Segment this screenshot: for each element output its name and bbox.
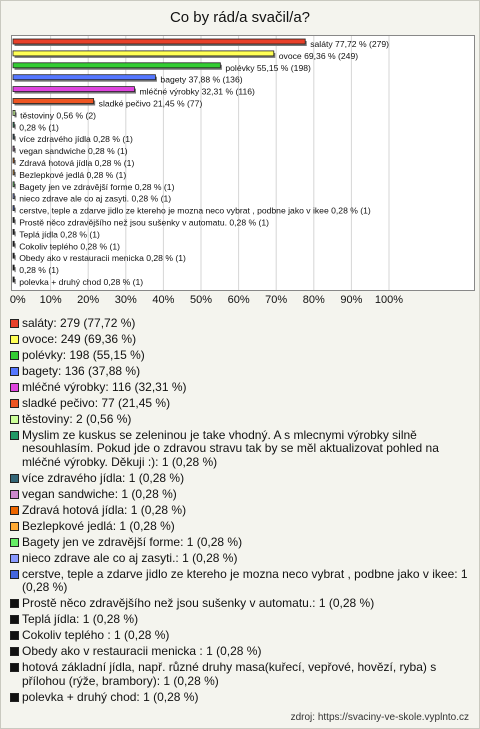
bar-label: vegan sandwiche 0,28 % (1) (19, 146, 128, 157)
legend-label: Prostě něco zdravějšího než jsou sušenky v automatu.: 1 (0,28 %) (22, 596, 375, 611)
bar (13, 158, 14, 163)
bar (13, 75, 155, 80)
bar-label: těstoviny 0,56 % (2) (20, 110, 97, 121)
legend-label: Teplá jídla: 1 (0,28 %) (22, 612, 139, 627)
bar-shadow (15, 160, 16, 165)
x-tick-label: 30% (114, 294, 137, 306)
bar-label: bagety 37,88 % (136) (160, 74, 243, 85)
chart-title: Co by rád/a svačil/a? (169, 9, 311, 26)
bar-label: více zdravého jídla 0,28 % (1) (19, 134, 133, 145)
bar-shadow (15, 148, 16, 153)
legend-item (9, 613, 471, 626)
legend-item (9, 536, 471, 549)
bar (13, 229, 14, 234)
legend-item (9, 317, 471, 330)
legend-item (9, 568, 471, 595)
bar (13, 182, 14, 187)
legend-swatch (10, 319, 19, 328)
bar-shadow (15, 172, 16, 177)
bar-label: Prostě něco zdravějšího než jsou sušenky v automatu. 0,28 % (1) (19, 217, 270, 228)
bar-label: polévky 55,15 % (198) (225, 62, 311, 73)
legend-swatch (10, 351, 19, 360)
legend-item (9, 472, 471, 485)
legend-swatch (10, 522, 19, 531)
bar (13, 253, 14, 258)
legend-label: Bezlepkové jedlá: 1 (0,28 %) (22, 518, 175, 533)
legend (9, 317, 471, 707)
legend-label: mléčné výrobky: 116 (32,31 %) (22, 380, 187, 394)
bar-label: mléčné výrobky 32,31 % (116) (139, 86, 255, 97)
bar-label: cerstve, teple a zdarve jidlo ze ktereho je mozna neco vybrat , podbne jako v ikee 0,28 % (1) (19, 205, 371, 216)
legend-swatch (10, 538, 19, 547)
legend-item (9, 629, 471, 642)
legend-swatch (10, 647, 19, 656)
legend-swatch (10, 474, 19, 483)
bar (13, 122, 14, 127)
bar-shadow (15, 220, 16, 225)
legend-item (9, 381, 471, 394)
bar-shadow (15, 136, 16, 141)
bar-shadow (15, 255, 16, 260)
bar-label: nieco zdrave ale co aj zasyti. 0,28 % (1) (19, 193, 172, 204)
bar-label: 0,28 % (1) (19, 265, 59, 276)
legend-label: Obedy ako v restauracii menicka : 1 (0,28 %) (22, 644, 262, 659)
bar (13, 63, 220, 68)
legend-item (9, 349, 471, 362)
bar (13, 194, 14, 199)
legend-item (9, 597, 471, 610)
bar-shadow (15, 208, 16, 213)
bar (13, 218, 14, 223)
x-tick-label: 10% (39, 294, 62, 306)
legend-label: těstoviny: 2 (0,56 %) (22, 412, 132, 426)
legend-label: bagety: 136 (37,88 %) (22, 364, 141, 378)
legend-item (9, 504, 471, 517)
bar-shadow (15, 279, 16, 284)
legend-swatch (10, 506, 19, 515)
bar-label: Zdravá hotová jídla 0,28 % (1) (19, 158, 135, 168)
bar-shadow (15, 267, 16, 272)
bar-shadow (15, 124, 16, 129)
legend-label: Cokoliv teplého : 1 (0,28 %) (22, 628, 170, 643)
bar-label: sladké pečivo 21,45 % (77) (98, 98, 203, 109)
bar (13, 277, 14, 282)
legend-label: nieco zdrave ale co aj zasyti.: 1 (0,28 %) (22, 550, 238, 565)
bar (13, 134, 14, 139)
bar (13, 146, 14, 151)
legend-item (9, 413, 471, 426)
bar (13, 110, 15, 115)
x-tick-label: 40% (152, 294, 175, 306)
legend-swatch (10, 490, 19, 499)
bar-label: Cokoliv teplého 0,28 % (1) (19, 241, 120, 252)
legend-swatch (10, 383, 19, 392)
legend-label: polévky: 198 (55,15 %) (22, 348, 145, 362)
legend-label: Bagety jen ve zdravější forme: 1 (0,28 %) (22, 534, 243, 549)
legend-swatch (10, 693, 19, 702)
x-tick-label: 50% (189, 294, 213, 306)
legend-label: více zdravého jídla: 1 (0,28 %) (22, 470, 185, 485)
legend-item (9, 365, 471, 378)
x-tick-label: 100% (374, 294, 404, 306)
bar-shadow (15, 196, 16, 201)
bar-label: Teplá jídla 0,28 % (1) (19, 229, 100, 240)
bar-label: 0,28 % (1) (19, 122, 59, 133)
bar-label: Bagety jen ve zdravější forme 0,28 % (1) (19, 181, 175, 192)
bar-label: polevka + druhý chod 0,28 % (1) (19, 277, 144, 287)
legend-swatch (10, 554, 19, 563)
legend-label: Zdravá hotová jídla: 1 (0,28 %) (22, 502, 187, 517)
legend-swatch (10, 615, 19, 624)
bar-shadow (15, 184, 16, 189)
legend-item (9, 661, 471, 688)
bar (13, 87, 134, 92)
legend-label: Myslim ze kuskus se zeleninou je take vhodný. A s mlecnymi výrobky silně nesouhlasím. Pokud jde o zdravou stravu tak by se měl aktualizovat pohled na mléčné výrobky. Děkuji :): 1 (0,28 %) (22, 428, 439, 469)
bar-shadow (15, 243, 16, 248)
bar (13, 241, 14, 246)
bar (13, 206, 14, 211)
legend-swatch (10, 431, 19, 440)
bar (13, 170, 14, 175)
bar (13, 39, 305, 44)
legend-item (9, 488, 471, 501)
legend-item (9, 429, 471, 469)
legend-label: vegan sandwiche: 1 (0,28 %) (22, 486, 177, 501)
legend-swatch (10, 631, 19, 640)
source-note: zdroj: https://svaciny-ve-skole.vyplnto.cz (290, 712, 469, 723)
legend-swatch (10, 415, 19, 424)
plot-area (11, 35, 475, 291)
bar-label: ovoce 69,36 % (249) (278, 50, 359, 61)
bar (13, 51, 274, 56)
legend-label: sladké pečivo: 77 (21,45 %) (22, 396, 171, 410)
bar-shadow (15, 231, 16, 236)
legend-swatch (10, 399, 19, 408)
bar-label: Obedy ako v restauracii menicka 0,28 % (1) (19, 253, 186, 264)
legend-swatch (10, 367, 19, 376)
legend-item (9, 520, 471, 533)
legend-label: saláty: 279 (77,72 %) (22, 316, 136, 330)
legend-item (9, 333, 471, 346)
legend-item (9, 645, 471, 658)
bar (13, 99, 94, 104)
bar-chart (12, 36, 474, 290)
legend-label: ovoce: 249 (69,36 %) (22, 332, 137, 346)
x-tick-label: 60% (227, 294, 250, 306)
legend-swatch (10, 335, 19, 344)
bar-label: saláty 77,72 % (279) (310, 39, 390, 49)
legend-label: cerstve, teple a zdarve jidlo ze ktereho je mozna neco vybrat , podbne jako v ikee: 1 (0,28 %) (22, 566, 468, 595)
x-tick-label: 0% (9, 294, 26, 306)
x-tick-label: 70% (265, 294, 288, 306)
bar-label: Bezlepkové jedlá 0,28 % (1) (19, 169, 127, 180)
x-tick-label: 80% (302, 294, 325, 306)
legend-swatch (10, 570, 19, 579)
legend-item (9, 691, 471, 704)
x-tick-label: 90% (340, 294, 363, 306)
x-tick-label: 20% (77, 294, 100, 306)
legend-item (9, 552, 471, 565)
bar (13, 265, 14, 270)
legend-item (9, 397, 471, 410)
legend-swatch (10, 599, 19, 608)
legend-label: polevka + druhý chod: 1 (0,28 %) (22, 689, 199, 704)
legend-label: hotová základní jídla, např. různé druhy masa(kuřecí, vepřové, hovězí, ryba) s přílohou (rýže, brambory): 1 (0,28 %) (22, 660, 437, 688)
legend-swatch (10, 663, 19, 672)
